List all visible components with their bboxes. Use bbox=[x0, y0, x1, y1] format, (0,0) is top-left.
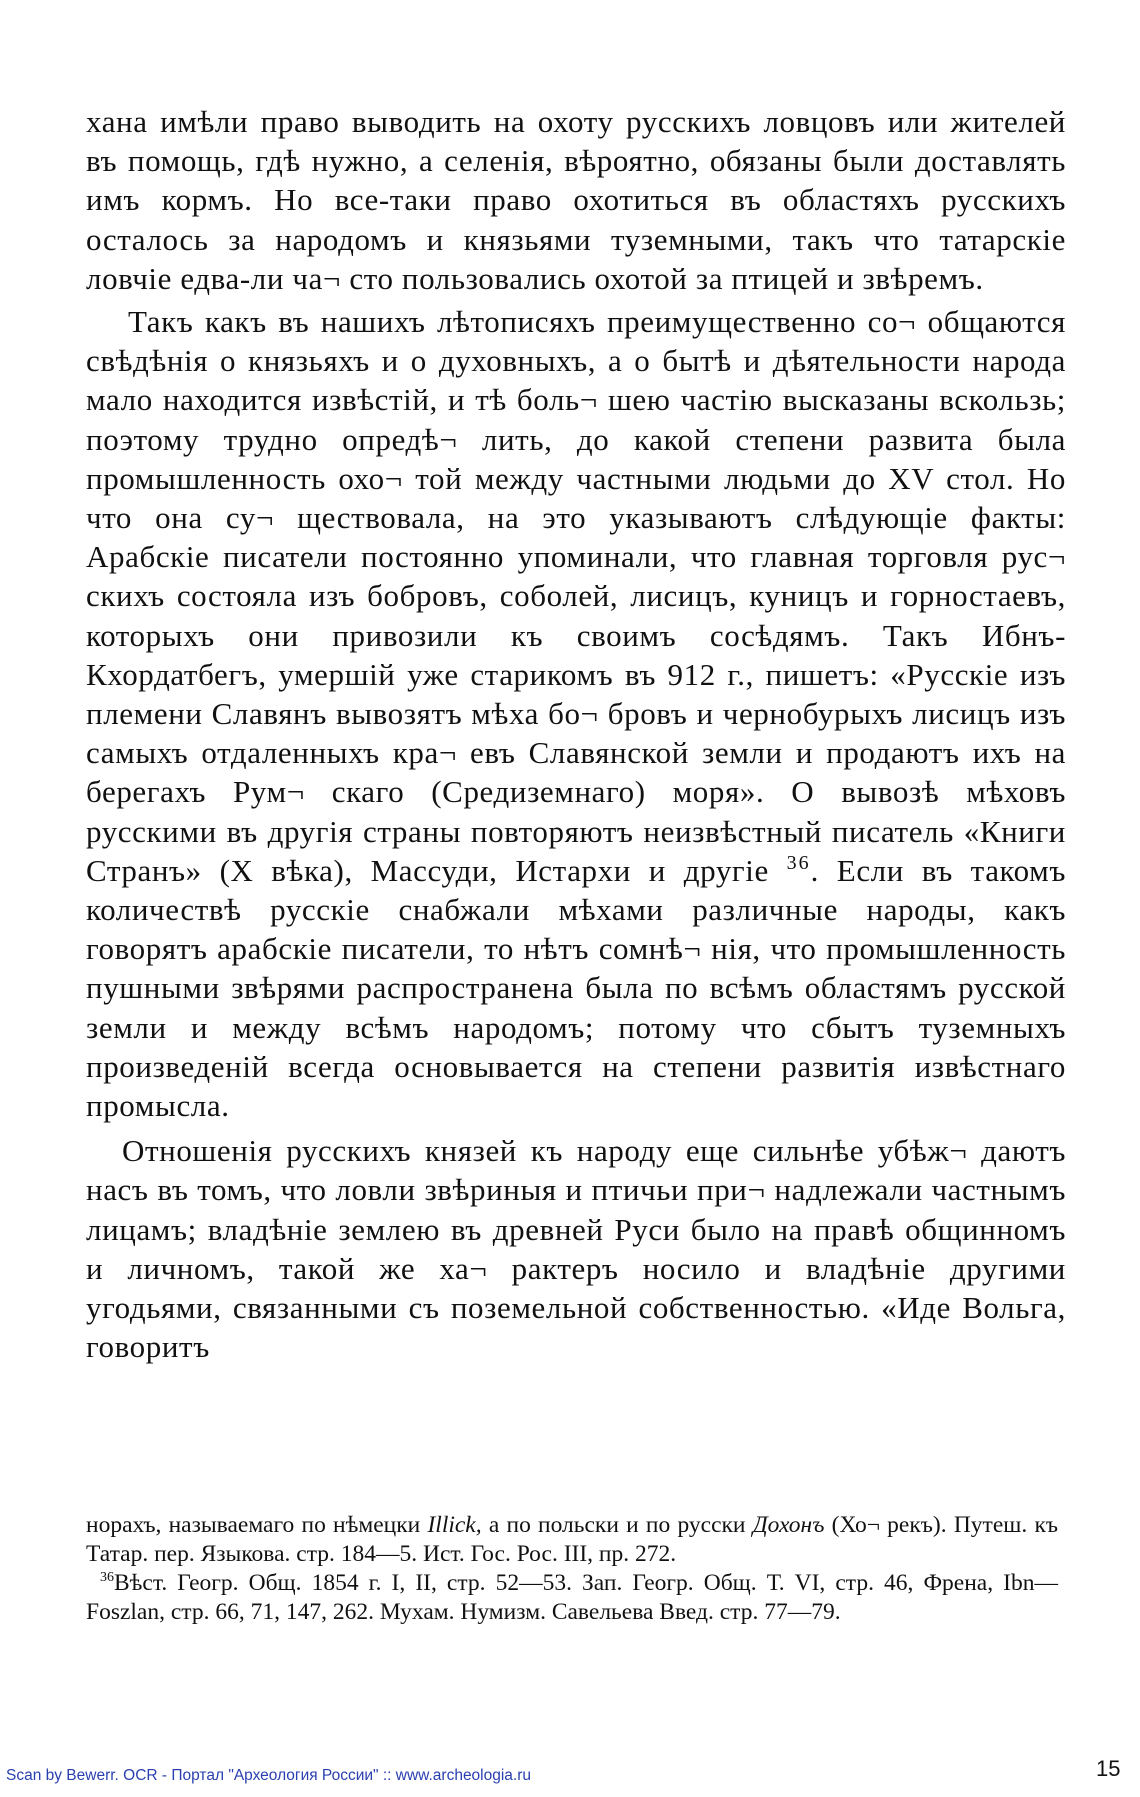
footnote-reference-36: 36 bbox=[786, 851, 811, 874]
scan-credit-link[interactable]: Scan by Bewerr. OCR - Портал "Археология России" :: www.archeologia.ru bbox=[6, 1767, 532, 1784]
footnote-36 bbox=[86, 1569, 1058, 1627]
paragraph-2 bbox=[86, 302, 1066, 1125]
footnote-continuation bbox=[86, 1511, 1058, 1569]
footnote-continuation-text-b: а по польски и по русски bbox=[488, 1512, 746, 1538]
footnote-continuation-text-c: (Хо¬ рекъ). Путеш. къ Татар. пер. Языкова. стр. 184—5. Ист. Гос. Рос. III, пр. 272. bbox=[86, 1512, 1059, 1567]
footnote-italic-term-2: Дохонъ bbox=[752, 1512, 825, 1538]
paragraph-2-text-after-ref: . Если въ такомъ количествѣ русскіе снабжали мѣхами различные народы, какъ говорятъ арабскіе писатели, то нѣтъ сомнѣ¬ нія, что промышленность пушными звѣрями распространена была по всѣмъ областямъ русской земли и между всѣмъ народомъ; потому что сбытъ туземныхъ произведеній всегда основывается на степени развитія извѣстнаго промысла. bbox=[86, 852, 1066, 1124]
paragraph-1: хана имѣли право выводить на охоту русскихъ ловцовъ или жителей въ помощь, гдѣ нужно, а селенія, вѣроятно, обязаны были доставлять имъ кормъ. Но все-таки право охотиться въ областяхъ русскихъ осталось за народомъ и князьями туземными, такъ что татарскіе ловчіе едва-ли ча¬ сто пользовались охотой за птицей и звѣремъ. bbox=[86, 104, 1066, 296]
footnote-continuation-text-a: норахъ, называемаго по нѣмецки bbox=[86, 1512, 421, 1538]
paragraph-2-text-before-ref: Такъ какъ въ нашихъ лѣтописяхъ преимущественно со¬ общаются свѣдѣнія о князьяхъ и о духовныхъ, а о бытѣ и дѣятельности народа мало находится извѣстій, и тѣ боль¬ шею частію высказаны вскользь; поэтому трудно опредѣ¬ лить, до какой степени развита была промышленность охо¬ той между частными людьми до XV стол. Но что она су¬ ществовала, на это указываютъ слѣдующіе факты: Арабскіе писатели постоянно упоминали, что главная торговля рус¬ скихъ состояла изъ бобровъ, соболей, лисицъ, куницъ и горностаевъ, которыхъ они привозили къ своимъ сосѣдямъ. Такъ Ибнъ-Кхордатбегъ, умершій уже старикомъ въ 912 г., пишетъ: «Русскіе изъ племени Славянъ вывозятъ мѣха бо¬ бровъ и чернобурыхъ лисицъ изъ самыхъ отдаленныхъ кра¬ евъ Славянской земли и продаютъ ихъ на берегахъ Рум¬ скаго (Средиземнаго) моря». О вывозѣ мѣховъ русскими въ другія страны повторяютъ неизвѣстный писатель «Книги Странъ» (X вѣка), Массуди, Истархи и другіе bbox=[86, 304, 1066, 888]
footnotes bbox=[86, 1511, 1058, 1627]
main-text bbox=[86, 102, 1066, 1367]
footnote-36-text: Вѣст. Геогр. Общ. 1854 г. I, II, стр. 52—53. Зап. Геогр. Общ. Т. VI, стр. 46, Френа, Ibn—Foszlan, стр. 66, 71, 147, 262. Мухам. Нумизм. Савельева Введ. стр. 77—79. bbox=[86, 1570, 1058, 1625]
page-number: 15 bbox=[1096, 1756, 1121, 1781]
footnote-36-number: 36 bbox=[100, 1570, 114, 1585]
footnote-italic-term-1: Illick, bbox=[427, 1512, 482, 1538]
paragraph-3: Отношенія русскихъ князей къ народу еще сильнѣе убѣж¬ даютъ насъ въ томъ, что ловли звѣриныя и птичьи при¬ надлежали частнымъ лицамъ; владѣніе землею въ древней Руси было на правѣ общинномъ и личномъ, такой же ха¬ рактеръ носило и владѣніе другими угодьями, связанными съ поземельной собственностью. «Иде Вольга, говоритъ bbox=[86, 1133, 1066, 1365]
